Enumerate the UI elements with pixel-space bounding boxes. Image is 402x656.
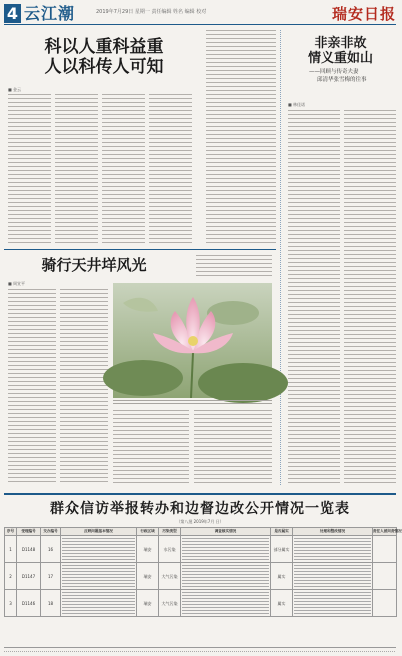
article-mid-col2 bbox=[60, 289, 108, 485]
cell-handling bbox=[293, 563, 373, 590]
article-right-headline bbox=[285, 36, 396, 66]
mid-section-rule bbox=[4, 249, 276, 250]
masthead bbox=[4, 3, 396, 25]
cell-verification bbox=[181, 536, 271, 563]
paper-name: 瑞安日报 bbox=[331, 5, 396, 23]
article-mid-col1 bbox=[8, 289, 56, 485]
cell-receive-no: D1148 bbox=[17, 536, 41, 563]
article-right-byline: ■ 林佳诺 bbox=[288, 102, 306, 107]
cell-receive-no: D1147 bbox=[17, 563, 41, 590]
cell-region: 瑞安 bbox=[137, 590, 159, 617]
table-section-rule bbox=[4, 493, 396, 495]
section-name: 云江潮 bbox=[24, 4, 76, 23]
table-header-row bbox=[5, 528, 397, 536]
article-mid-col5 bbox=[196, 255, 272, 279]
cell-assign-no: 16 bbox=[41, 536, 61, 563]
article-right-col1 bbox=[288, 110, 340, 485]
article-left-headline bbox=[4, 37, 204, 77]
cell-accountability bbox=[373, 590, 397, 617]
cell-assign-no: 17 bbox=[41, 563, 61, 590]
article-mid-headline: 骑行天井垟风光 bbox=[41, 256, 147, 274]
article-left-byline: ■ 金云 bbox=[8, 87, 22, 92]
header-accountability: 责任人被问责情况 bbox=[373, 528, 397, 536]
header-verified: 是否属实 bbox=[271, 528, 293, 536]
header-problem: 反映问题基本情况 bbox=[61, 528, 137, 536]
article-left-headline-line2: 人以科传人可知 bbox=[44, 57, 164, 77]
complaint-table bbox=[4, 527, 402, 617]
cell-receive-no: D1146 bbox=[17, 590, 41, 617]
cell-assign-no: 18 bbox=[41, 590, 61, 617]
cell-region: 瑞安 bbox=[137, 563, 159, 590]
cell-problem bbox=[61, 536, 137, 563]
cell-handling bbox=[293, 536, 373, 563]
header-region: 行政区域 bbox=[137, 528, 159, 536]
table-row bbox=[5, 590, 397, 617]
header-receive-no: 受理编号 bbox=[17, 528, 41, 536]
issue-line: 2019年7月29日 星期一 责任编辑 姓名 编辑 校对 bbox=[96, 9, 207, 15]
article-mid-col3 bbox=[113, 410, 189, 485]
article-right-headline-line1: 非亲非故 bbox=[314, 36, 367, 51]
article-right-subtitle-2: 邱清华张雪梅的往事 bbox=[317, 77, 367, 83]
cell-accountability bbox=[373, 536, 397, 563]
article-mid-col4 bbox=[194, 410, 272, 485]
cell-no: 2 bbox=[5, 563, 17, 590]
header-no: 序号 bbox=[5, 528, 17, 536]
cell-region: 瑞安 bbox=[137, 536, 159, 563]
table-row bbox=[5, 563, 397, 590]
table-title: 群众信访举报转办和边督边改公开情况一览表 bbox=[50, 501, 350, 517]
column-divider bbox=[280, 30, 281, 485]
cell-verified: 部分属实 bbox=[271, 536, 293, 563]
article-right-head bbox=[285, 36, 396, 98]
cell-verification bbox=[181, 563, 271, 590]
header-assign-no: 交办编号 bbox=[41, 528, 61, 536]
cell-pollution-type: 大气污染 bbox=[159, 563, 181, 590]
header-handling: 处理和整改情况 bbox=[293, 528, 373, 536]
article-left-col4 bbox=[149, 94, 192, 244]
cell-no: 3 bbox=[5, 590, 17, 617]
cell-handling bbox=[293, 590, 373, 617]
article-left-col1 bbox=[8, 94, 51, 244]
lotus-illustration-icon bbox=[113, 283, 272, 398]
cell-problem bbox=[61, 563, 137, 590]
cell-verification bbox=[181, 590, 271, 617]
lotus-photo bbox=[113, 283, 272, 398]
page-number: 4 bbox=[4, 4, 21, 23]
table-subtitle: （第八批 2019年7月 日） bbox=[176, 519, 224, 524]
cell-pollution-type: 水污染 bbox=[159, 536, 181, 563]
cell-problem bbox=[61, 590, 137, 617]
cell-pollution-type: 大气污染 bbox=[159, 590, 181, 617]
header-verification: 调查核实情况 bbox=[181, 528, 271, 536]
table-row bbox=[5, 536, 397, 563]
article-right-col2 bbox=[344, 110, 396, 485]
article-left-col5 bbox=[206, 30, 276, 244]
cell-accountability bbox=[373, 563, 397, 590]
article-left-col2 bbox=[55, 94, 98, 244]
cell-no: 1 bbox=[5, 536, 17, 563]
article-right-subtitle-1: ——回顾与传奇夫妻 bbox=[309, 69, 359, 75]
header-pollution-type: 污染类型 bbox=[159, 528, 181, 536]
photo-caption bbox=[113, 400, 272, 406]
article-mid-byline: ■ 周宣平 bbox=[8, 281, 26, 286]
cell-verified: 属实 bbox=[271, 590, 293, 617]
article-right-headline-line2: 情义重如山 bbox=[307, 51, 373, 66]
article-left-headline-line1: 科以人重科益重 bbox=[44, 37, 164, 57]
cell-verified: 属实 bbox=[271, 563, 293, 590]
footer-line bbox=[4, 647, 396, 653]
article-left-col3 bbox=[102, 94, 145, 244]
